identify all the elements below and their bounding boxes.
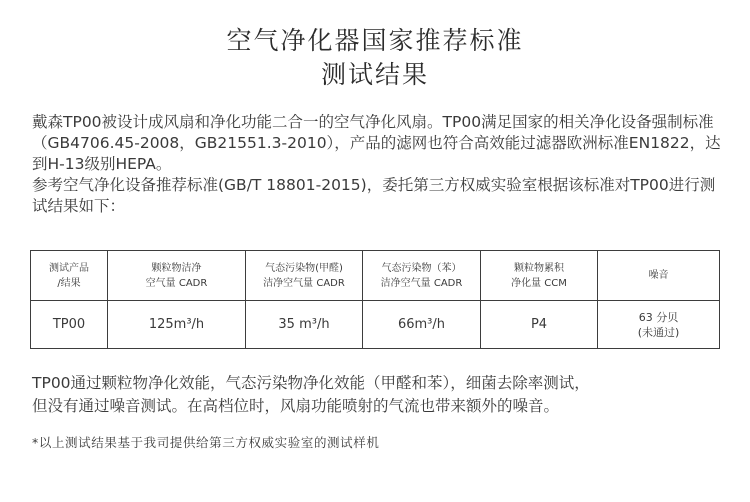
noise-value: 63 分贝 <box>638 310 679 324</box>
intro-text <box>32 112 722 217</box>
cell-ccm: P4 <box>481 301 598 349</box>
noise-status: (未通过) <box>637 325 680 339</box>
intro-paragraph-1: 戴森TP00被设计成风扇和净化功能二合一的空气净化风扇。TP00满足国家的相关净化设备强制标准（GB4706.45-2008，GB21551.3-2010），产品的滤网也符合高效能过滤器欧洲标准EN1822，达到H-13级别HEPA。 <box>32 113 721 173</box>
conclusion-text <box>32 372 732 418</box>
cell-product: TP00 <box>31 301 108 349</box>
page-title <box>0 24 750 92</box>
header-benzene-line-1: 气态污染物（苯） <box>381 262 462 274</box>
header-particulate-line-2: 空气量 CADR <box>145 277 208 289</box>
header-benzene-line-2: 洁净空气量 CADR <box>380 277 463 289</box>
header-formaldehyde-cadr <box>246 251 363 301</box>
footnote: *以上测试结果基于我司提供给第三方权威实验室的测试样机 <box>32 435 380 450</box>
cell-formaldehyde-cadr: 35 m³/h <box>246 301 363 349</box>
intro-paragraph-2: 参考空气净化设备推荐标准(GB/T 18801-2015)，委托第三方权威实验室根据该标准对TP00进行测试结果如下： <box>32 176 716 215</box>
header-particulate-cadr <box>108 251 246 301</box>
header-formaldehyde-line-2: 洁净空气量 CADR <box>263 277 345 289</box>
header-formaldehyde-line-1: 气态污染物(甲醛) <box>265 262 343 274</box>
header-product <box>31 251 108 301</box>
cell-noise <box>598 301 720 349</box>
header-ccm-line-2: 净化量 CCM <box>511 277 567 289</box>
conclusion-line-1: TP00通过颗粒物净化效能，气态污染物净化效能（甲醛和苯），细菌去除率测试， <box>32 374 590 392</box>
header-ccm-line-1: 颗粒物累积 <box>514 262 564 274</box>
header-benzene-cadr <box>363 251 481 301</box>
page-title-line-2: 测试结果 <box>320 60 429 89</box>
cell-particulate-cadr: 125m³/h <box>108 301 246 349</box>
cell-benzene-cadr: 66m³/h <box>363 301 481 349</box>
header-product-line-1: 测试产品 <box>49 262 89 274</box>
test-results-table <box>30 250 720 349</box>
table-row <box>31 301 720 349</box>
header-noise-label: 噪音 <box>648 270 669 281</box>
header-ccm <box>481 251 598 301</box>
header-noise <box>598 251 720 301</box>
page-title-line-1: 空气净化器国家推荐标准 <box>226 26 524 55</box>
table-header-row <box>31 251 720 301</box>
header-particulate-line-1: 颗粒物洁净 <box>151 262 202 274</box>
conclusion-line-2: 但没有通过噪音测试。在高档位时，风扇功能喷射的气流也带来额外的噪音。 <box>32 397 560 415</box>
header-product-line-2: /结果 <box>57 277 81 289</box>
